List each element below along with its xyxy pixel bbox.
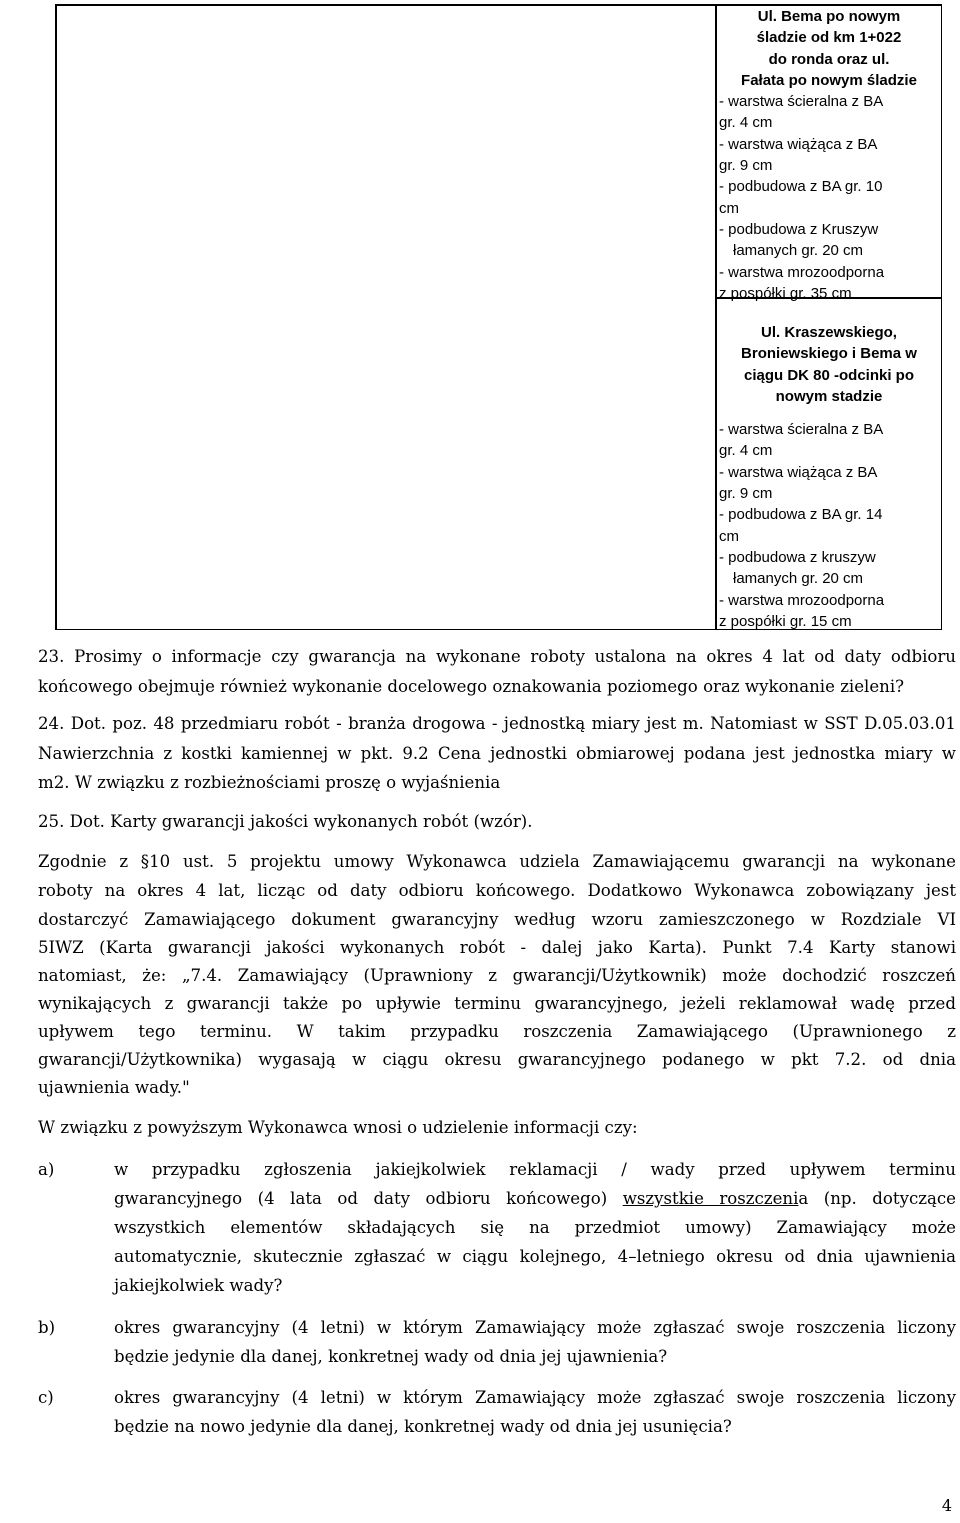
page-number: 4 bbox=[941, 1496, 952, 1515]
q25-paragraph-line: Zgodnie z §10 ust. 5 projektu umowy Wykonawca udziela Zamawiającemu gwarancji na wykonane bbox=[38, 852, 956, 871]
item-a-line: jakiejkolwiek wady? bbox=[114, 1276, 283, 1295]
q25-intro: W związku z powyższym Wykonawca wnosi o udzielenie informacji czy: bbox=[38, 1118, 638, 1137]
cell-line: - warstwa mrozoodporna bbox=[719, 591, 885, 609]
table-column-divider bbox=[715, 4, 717, 630]
q25-paragraph-line: 5IWZ (Karta gwarancji jakości wykonanych robót - dalej jako Karta). Punkt 7.4 Karty stanowi bbox=[38, 938, 956, 957]
table-cell-bema bbox=[719, 6, 939, 304]
item-a-line2-rest: a bbox=[798, 1189, 809, 1208]
item-a-line bbox=[114, 1189, 956, 1209]
cell-title: Ul. Kraszewskiego, bbox=[761, 324, 897, 341]
cell-line: gr. 9 cm bbox=[719, 485, 773, 503]
item-label-b: b) bbox=[38, 1318, 56, 1337]
q25-heading: 25. Dot. Karty gwarancji jakości wykonanych robót (wzór). bbox=[38, 812, 533, 831]
cell-title: Fałata po nowym śladzie bbox=[741, 71, 917, 89]
cell-line: - podbudowa z BA gr. 10 bbox=[719, 178, 883, 196]
q25-paragraph-line: ujawnienia wady." bbox=[38, 1078, 190, 1097]
q24-line: Nawierzchnia z kostki kamiennej w pkt. 9.2 Cena jednostki obmiarowej podana jest jednostka miary w bbox=[38, 744, 956, 763]
q25-paragraph-line: wynikających z gwarancji także po upływie terminu gwarancyjnego, jeżeli reklamował wadę przed bbox=[38, 994, 956, 1013]
cell-line: - podbudowa z BA gr. 14 bbox=[719, 506, 883, 524]
q23-line: 23. Prosimy o informacje czy gwarancja na wykonane roboty ustalona na okres 4 lat od daty odbioru bbox=[38, 647, 956, 666]
cell-title: ciągu DK 80 -odcinki po bbox=[743, 366, 915, 384]
item-label-c: c) bbox=[38, 1388, 54, 1407]
cell-line: łamanych gr. 20 cm bbox=[733, 570, 864, 588]
item-b-line: okres gwarancyjny (4 letni) w którym Zamawiający może zgłaszać swoje roszczenia liczony bbox=[114, 1318, 956, 1337]
cell-line: - warstwa ścieralna z BA bbox=[719, 93, 884, 111]
cell-line: łamanych gr. 20 cm bbox=[733, 242, 864, 260]
q25-paragraph-line: gwarancji/Użytkownika) wygasają w ciągu okresu gwarancyjnego podanego w pkt 7.2. od dnia bbox=[38, 1050, 956, 1069]
item-a-underlined-text: wszystkie roszczeni bbox=[622, 1189, 799, 1208]
specification-table bbox=[55, 4, 942, 630]
cell-line: cm bbox=[719, 527, 739, 545]
cell-line: - warstwa ścieralna z BA bbox=[719, 421, 884, 439]
table-border-left bbox=[55, 4, 57, 630]
cell-line: - warstwa mrozoodporna bbox=[719, 263, 885, 281]
cell-line: - podbudowa z Kruszyw bbox=[719, 220, 879, 238]
q23-line: końcowego obejmuje również wykonanie docelowego oznakowania poziomego oraz wykonanie zieleni? bbox=[38, 677, 905, 696]
cell-line: z pospółki gr. 35 cm bbox=[719, 284, 852, 302]
cell-title: do ronda oraz ul. bbox=[768, 50, 890, 68]
item-label-a: a) bbox=[38, 1160, 55, 1179]
item-c-line: okres gwarancyjny (4 letni) w którym Zamawiający może zgłaszać swoje roszczenia liczony bbox=[114, 1388, 956, 1407]
table-cell-kraszewskiego bbox=[719, 322, 939, 632]
cell-title: Ul. Bema po nowym bbox=[757, 8, 901, 25]
cell-line: - warstwa wiążąca z BA bbox=[719, 463, 878, 481]
item-a-line2-tail: (np. dotyczące bbox=[823, 1189, 956, 1208]
cell-line: gr. 4 cm bbox=[719, 442, 773, 460]
q24-line: 24. Dot. poz. 48 przedmiaru robót - branża drogowa - jednostką miary jest m. Natomiast w SST D.05.03.01 bbox=[38, 714, 956, 733]
cell-line: - podbudowa z kruszyw bbox=[719, 548, 876, 566]
cell-title: nowym stadzie bbox=[775, 387, 883, 405]
item-b-line: będzie jedynie dla danej, konkretnej wady od dnia jej ujawnienia? bbox=[114, 1347, 668, 1366]
cell-line: gr. 9 cm bbox=[719, 157, 773, 175]
q25-paragraph-line: upływem tego terminu. W takim przypadku roszczenia Zamawiającego (Uprawnionego z bbox=[38, 1022, 956, 1041]
cell-line: cm bbox=[719, 199, 739, 217]
q25-paragraph-line: dostarczyć Zamawiającego dokument gwarancyjny według wzoru zamieszczonego w Rozdziale VI bbox=[38, 910, 956, 929]
table-border-right bbox=[941, 4, 943, 630]
q25-paragraph-line: roboty na okres 4 lat, licząc od daty odbioru końcowego. Dodatkowo Wykonawca zobowiązany jest bbox=[38, 881, 956, 900]
item-a-line2-prefix: gwarancyjnego (4 lata od daty odbioru końcowego) bbox=[114, 1189, 623, 1208]
cell-line: gr. 4 cm bbox=[719, 114, 773, 132]
item-a-line: automatycznie, skutecznie zgłaszać w ciągu kolejnego, 4–letniego okresu od dnia ujawnienia bbox=[114, 1247, 956, 1266]
q24-line: m2. W związku z rozbieżnościami proszę o wyjaśnienia bbox=[38, 773, 501, 792]
item-a-line: wszystkich elementów składających się na przedmiot umowy) Zamawiający może bbox=[114, 1218, 956, 1237]
cell-title: śladzie od km 1+022 bbox=[756, 29, 902, 47]
cell-line: z pospółki gr. 15 cm bbox=[719, 612, 852, 630]
q25-paragraph-line: natomiast, że: „7.4. Zamawiający (Uprawniony z gwarancji/Użytkownik) może dochodzić roszczeń bbox=[38, 966, 956, 985]
cell-line: - warstwa wiążąca z BA bbox=[719, 135, 878, 153]
item-a-line: w przypadku zgłoszenia jakiejkolwiek reklamacji / wady przed upływem terminu bbox=[114, 1160, 956, 1179]
item-c-line: będzie na nowo jedynie dla danej, konkretnej wady od dnia jej usunięcia? bbox=[114, 1417, 732, 1436]
cell-title: Broniewskiego i Bema w bbox=[741, 345, 917, 363]
